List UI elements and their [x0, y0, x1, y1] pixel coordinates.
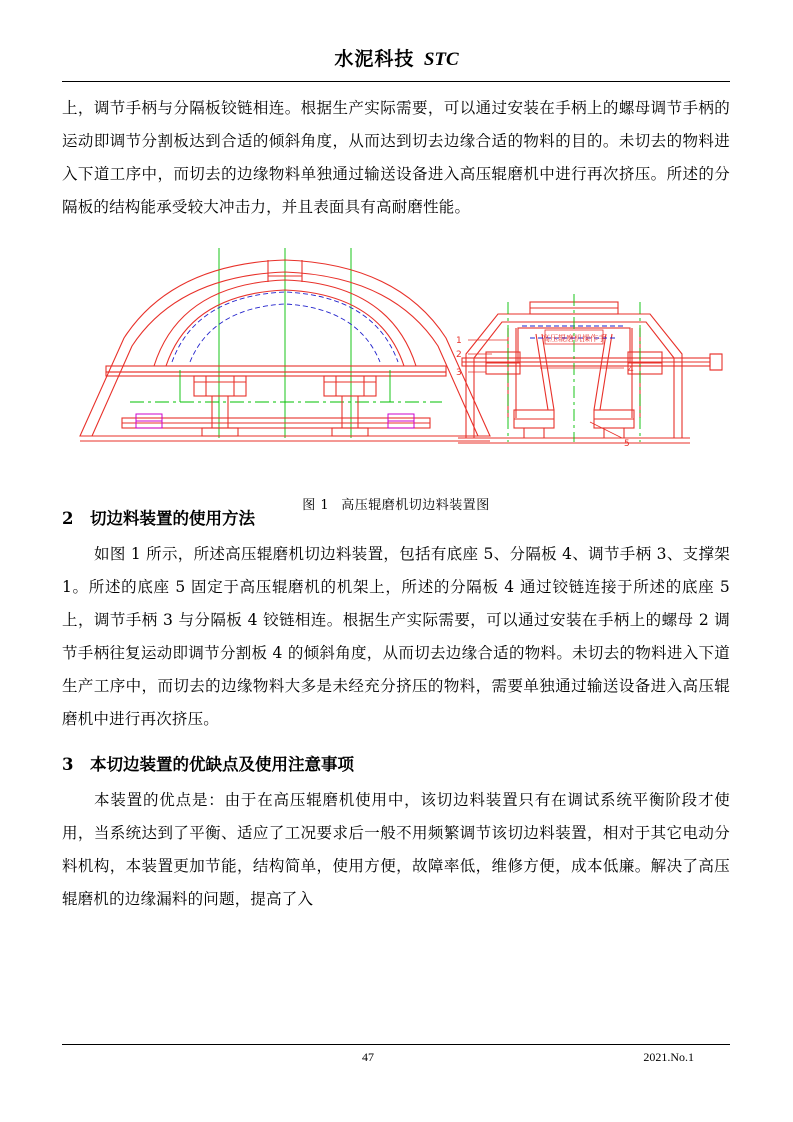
- callout-2: 2: [456, 350, 462, 360]
- callout-4: 4: [628, 365, 634, 375]
- figure-caption-text: 高压辊磨机切边料装置图: [341, 498, 490, 513]
- footer-rule: [62, 1044, 730, 1045]
- page-body: [62, 92, 730, 916]
- figure-1: [62, 242, 730, 513]
- header-rule: [62, 81, 730, 82]
- section-2-number: 2: [62, 509, 74, 528]
- figure-caption: [62, 494, 730, 513]
- section-heading-3: [62, 750, 730, 780]
- section-3-title: 本切边装置的优缺点及使用注意事项: [90, 755, 354, 774]
- journal-abbreviation: STC: [423, 49, 459, 70]
- journal-title: 水泥科技: [334, 48, 415, 70]
- figure-drawing: [62, 242, 730, 490]
- section-3-paragraph: 本装置的优点是：由于在高压辊磨机使用中，该切边料装置只有在调试系统平衡阶段才使用，当系统达到了平衡、适应了工况要求后一般不用频繁调节该切边料装置，相对于其它电动分料机构，本装置更加节能，结构简单，使用方便，故障率低，维修方便，成本低廉。解决了高压辊磨机的边缘漏料的问题，提高了入: [62, 791, 730, 908]
- callout-3: 3: [456, 368, 462, 378]
- figure-caption-number: 图 1: [302, 498, 330, 513]
- page-header: [0, 44, 793, 71]
- section-2-paragraph: 如图 1 所示，所述高压辊磨机切边料装置，包括有底座 5、分隔板 4、调节手柄 3、支撑架 1。所述的底座 5 固定于高压辊磨机的机架上，所述的分隔板 4 通过铰链连接于所述的底座 5 上，调节手柄 3 与分隔板 4 铰链相连。根据生产实际需要，可以通过安装在手柄上的螺母 2 调节手柄往复运动即调节分割板 4 的倾斜角度，从而切去边缘合适的物料。未切去的物料进入下道生产工序中，而切去的边缘物料大多是未经充分挤压的物料，需要单独通过输送设备进入高压辊磨机中进行再次挤压。: [62, 545, 730, 728]
- section-3-number: 3: [62, 755, 74, 774]
- left-elevation-view: [80, 248, 490, 441]
- section-2-title: 切边料装置的使用方法: [90, 509, 255, 528]
- callout-1: 1: [456, 336, 462, 346]
- page-number: 47: [362, 1050, 374, 1064]
- figure-label-text: 高压辊磨机操作手: [542, 334, 606, 343]
- callout-5: 5: [624, 439, 630, 449]
- paragraph-continued: 上，调节手柄与分隔板铰链相连。根据生产实际需要，可以通过安装在手柄上的螺母调节手柄的运动即调节分割板达到合适的倾斜角度，从而达到切去边缘合适的物料的目的。未切去的物料进入下道工序中，而切去的边缘物料单独通过输送设备进入高压辊磨机中进行再次挤压。所述的分隔板的结构能承受较大冲击力，并且表面具有高耐磨性能。: [62, 99, 730, 216]
- figure-red-label: [542, 330, 606, 344]
- issue-label: 2021.No.1: [643, 1050, 694, 1064]
- right-section-view: [456, 294, 722, 449]
